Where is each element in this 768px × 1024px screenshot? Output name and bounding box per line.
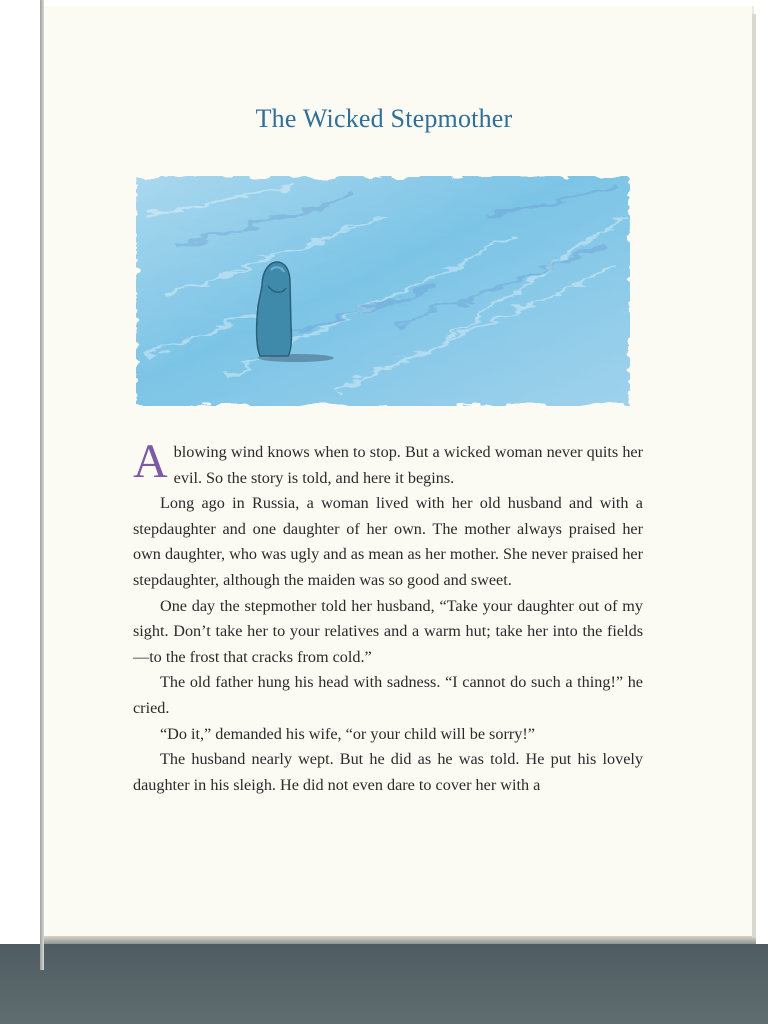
story-paragraph: Long ago in Russia, a woman lived with her old husband and with a stepdaughter and one daughter of her own. The mother always praised her own daughter, who was ugly and as mean as her mother. She never praised her stepdaughter, although the maiden was so good and sweet. <box>133 494 643 589</box>
page-right-edge <box>752 14 756 938</box>
story-paragraph: One day the stepmother told her husband, “Take your daughter out of my sight. Don’t take her to your relatives and a warm hut; take her into the fields—to the frost that cracks from cold.” <box>133 596 643 666</box>
page-bottom-edge <box>44 936 756 944</box>
story-paragraph: “Do it,” demanded his wife, “or your child will be sorry!” <box>160 724 535 743</box>
story-paragraph <box>133 435 643 491</box>
story-paragraph: The old father hung his head with sadness. “I cannot do such a thing!” he cried. <box>133 673 643 717</box>
story-text <box>133 435 643 798</box>
drop-cap: A <box>133 435 168 488</box>
page-title: The Wicked Stepmother <box>255 104 513 133</box>
winter-figure-illustration <box>136 176 630 406</box>
paragraph-text: blowing wind knows when to stop. But a wicked woman never quits her evil. So the story is told, and here it begins. <box>173 443 643 487</box>
story-paragraph: The husband nearly wept. But he did as he was told. He put his lovely daughter in his sleigh. He did not even dare to cover her with a <box>133 750 643 794</box>
scanner-background <box>0 944 768 1024</box>
